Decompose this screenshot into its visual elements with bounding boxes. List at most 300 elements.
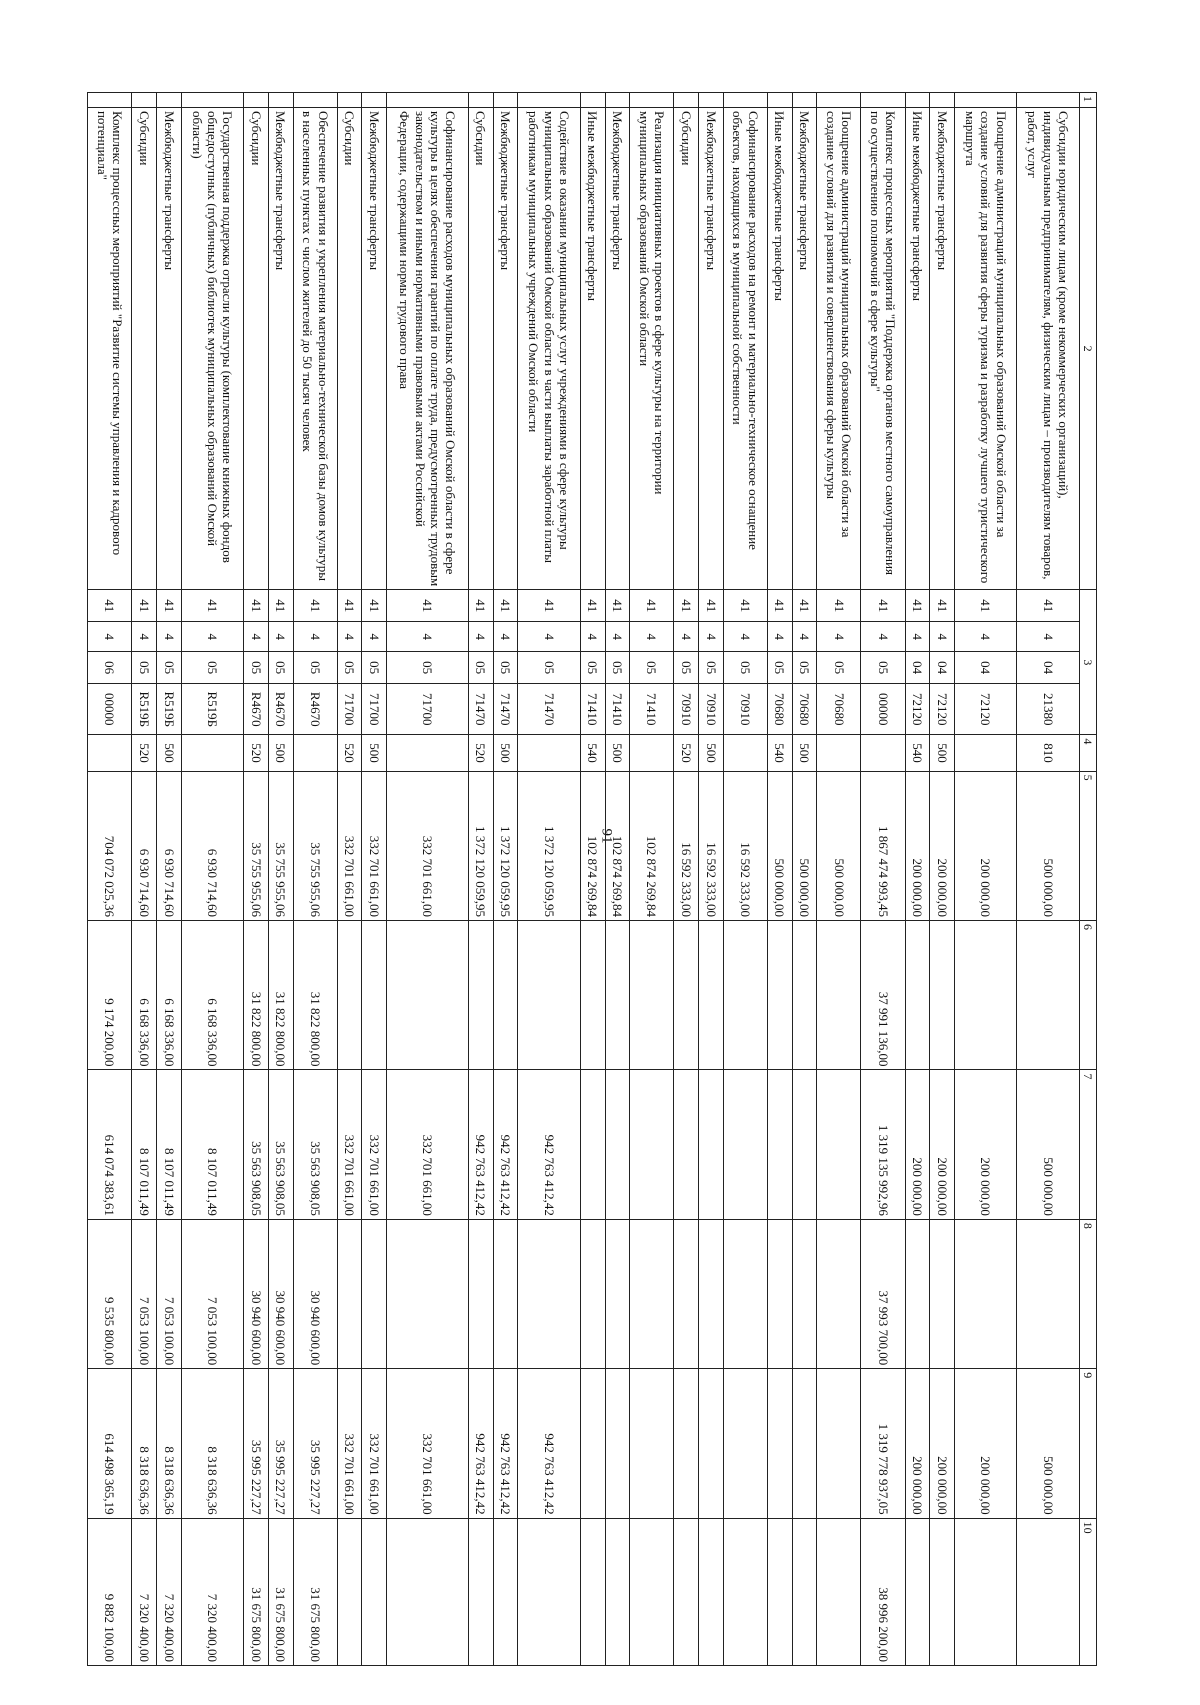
c1-blank (674, 93, 699, 108)
item-name: Поощрение администраций муниципальных образований Омской области за создание условий для развития сферы туризма и разработку лучшего туристического маршрута (955, 107, 1017, 589)
code-part-4: R519Б (157, 684, 182, 735)
value-col-10 (580, 1518, 605, 1665)
code-part-2: 4 (767, 622, 792, 652)
code-part-2: 4 (132, 622, 157, 652)
item-name: Межбюджетные трансферты (605, 107, 630, 589)
value-col-6 (955, 921, 1017, 1070)
value-col-7 (580, 1070, 605, 1219)
code-part-4: 70680 (767, 684, 792, 735)
value-col-10 (699, 1518, 724, 1665)
item-name: Иные межбюджетные трансферты (767, 107, 792, 589)
value-col-9: 942 763 412,42 (493, 1369, 518, 1518)
code-part-3: 05 (362, 652, 387, 684)
value-col-10 (955, 1518, 1017, 1665)
table-row (518, 93, 580, 1666)
code-part-4: 71470 (468, 684, 493, 735)
item-name: Субсидии (674, 107, 699, 589)
table-row (699, 93, 724, 1666)
expense-type (861, 735, 905, 771)
value-col-5: 102 874 269,84 (630, 771, 674, 920)
code-part-1: 41 (861, 590, 905, 622)
value-col-9: 8 318 636,36 (157, 1369, 182, 1518)
value-col-5: 16 592 333,00 (699, 771, 724, 920)
code-part-3: 04 (1017, 652, 1079, 684)
code-part-3: 04 (955, 652, 1017, 684)
value-col-10: 38 996 200,00 (861, 1518, 905, 1665)
value-col-9: 200 000,00 (930, 1369, 955, 1518)
value-col-8: 7 053 100,00 (157, 1219, 182, 1368)
value-col-10 (605, 1518, 630, 1665)
code-part-4: 72120 (955, 684, 1017, 735)
value-col-6: 37 991 136,00 (861, 921, 905, 1070)
code-part-2: 4 (362, 622, 387, 652)
expense-type: 540 (905, 735, 930, 771)
value-col-9 (792, 1369, 817, 1518)
value-col-9 (605, 1369, 630, 1518)
expense-type: 520 (337, 735, 362, 771)
table-row (293, 93, 337, 1666)
table-row (157, 93, 182, 1666)
code-part-2: 4 (674, 622, 699, 652)
value-col-8: 9 535 800,00 (88, 1219, 132, 1368)
value-col-5: 6 930 714,60 (157, 771, 182, 920)
table-row (387, 93, 469, 1666)
value-col-6 (362, 921, 387, 1070)
value-col-7: 500 000,00 (1017, 1070, 1079, 1219)
value-col-7: 35 563 908,05 (268, 1070, 293, 1219)
code-part-2: 4 (792, 622, 817, 652)
item-name: Межбюджетные трансферты (699, 107, 724, 589)
code-part-2: 4 (930, 622, 955, 652)
value-col-7 (767, 1070, 792, 1219)
value-col-8 (1017, 1219, 1079, 1368)
expense-type (181, 735, 243, 771)
c1-blank (387, 93, 469, 108)
expense-type: 540 (580, 735, 605, 771)
expense-type (630, 735, 674, 771)
budget-table (87, 92, 1097, 1666)
code-part-2: 4 (699, 622, 724, 652)
table-row (955, 93, 1017, 1666)
header-cell-7: 7 (1079, 1070, 1096, 1219)
value-col-8 (580, 1219, 605, 1368)
value-col-8 (674, 1219, 699, 1368)
code-part-1: 41 (337, 590, 362, 622)
code-part-2: 4 (493, 622, 518, 652)
value-col-10: 9 882 100,00 (88, 1518, 132, 1665)
value-col-6: 6 168 336,00 (157, 921, 182, 1070)
code-part-3: 04 (905, 652, 930, 684)
expense-type (88, 735, 132, 771)
code-part-4: 70680 (792, 684, 817, 735)
value-col-8 (493, 1219, 518, 1368)
code-part-3: 05 (580, 652, 605, 684)
value-col-9: 1 319 778 937,05 (861, 1369, 905, 1518)
value-col-6 (630, 921, 674, 1070)
table-row (630, 93, 674, 1666)
value-col-9: 200 000,00 (955, 1369, 1017, 1518)
expense-type: 520 (244, 735, 269, 771)
header-row (1079, 93, 1096, 1666)
item-name: Реализация инициативных проектов в сфере культуры на территории муниципальных образований Омской области (630, 107, 674, 589)
table-row (792, 93, 817, 1666)
value-col-9: 942 763 412,42 (468, 1369, 493, 1518)
value-col-9: 8 318 636,36 (132, 1369, 157, 1518)
value-col-10 (630, 1518, 674, 1665)
value-col-7: 942 763 412,42 (493, 1070, 518, 1219)
code-part-3: 05 (157, 652, 182, 684)
c1-blank (767, 93, 792, 108)
value-col-7: 332 701 661,00 (337, 1070, 362, 1219)
code-part-2: 4 (817, 622, 861, 652)
code-part-2: 4 (723, 622, 767, 652)
table-row (468, 93, 493, 1666)
expense-type: 500 (699, 735, 724, 771)
value-col-10: 7 320 400,00 (132, 1518, 157, 1665)
value-col-6: 6 168 336,00 (132, 921, 157, 1070)
value-col-7: 8 107 011,49 (132, 1070, 157, 1219)
value-col-7: 614 074 383,61 (88, 1070, 132, 1219)
table-row (861, 93, 905, 1666)
value-col-10 (387, 1518, 469, 1665)
value-col-10 (674, 1518, 699, 1665)
value-col-7 (605, 1070, 630, 1219)
value-col-9 (580, 1369, 605, 1518)
code-part-4: 71470 (493, 684, 518, 735)
value-col-5: 6 930 714,60 (132, 771, 157, 920)
expense-type: 500 (605, 735, 630, 771)
code-part-4: 70910 (674, 684, 699, 735)
code-part-4: 71410 (630, 684, 674, 735)
value-col-10 (362, 1518, 387, 1665)
code-part-1: 41 (699, 590, 724, 622)
code-part-1: 41 (387, 590, 469, 622)
value-col-6 (387, 921, 469, 1070)
c1-blank (157, 93, 182, 108)
code-part-2: 4 (387, 622, 469, 652)
value-col-7 (792, 1070, 817, 1219)
value-col-5: 16 592 333,00 (723, 771, 767, 920)
table-row (362, 93, 387, 1666)
header-cell-9: 9 (1079, 1369, 1096, 1518)
expense-type: 540 (767, 735, 792, 771)
value-col-5: 35 755 955,06 (244, 771, 269, 920)
value-col-9: 500 000,00 (1017, 1369, 1079, 1518)
value-col-5: 332 701 661,00 (337, 771, 362, 920)
code-part-4: 71410 (580, 684, 605, 735)
code-part-3: 05 (767, 652, 792, 684)
code-part-4: 71470 (518, 684, 580, 735)
rotated-table-frame (87, 92, 1097, 1666)
expense-type: 520 (674, 735, 699, 771)
value-col-7 (723, 1070, 767, 1219)
item-name: Комплекс процессных мероприятий "Поддержка органов местного самоуправления по осуществлению полномочий в сфере культуры" (861, 107, 905, 589)
value-col-6 (518, 921, 580, 1070)
value-col-6: 31 822 800,00 (244, 921, 269, 1070)
code-part-2: 4 (1017, 622, 1079, 652)
value-col-9: 35 995 227,27 (244, 1369, 269, 1518)
header-cell-8: 8 (1079, 1219, 1096, 1368)
item-name: Межбюджетные трансферты (930, 107, 955, 589)
value-col-8 (468, 1219, 493, 1368)
value-col-8 (723, 1219, 767, 1368)
code-part-3: 05 (792, 652, 817, 684)
expense-type: 520 (132, 735, 157, 771)
c1-blank (468, 93, 493, 108)
value-col-10 (518, 1518, 580, 1665)
value-col-6 (817, 921, 861, 1070)
item-name: Межбюджетные трансферты (792, 107, 817, 589)
expense-type: 500 (362, 735, 387, 771)
table-row (337, 93, 362, 1666)
value-col-10 (1017, 1518, 1079, 1665)
item-name: Межбюджетные трансферты (493, 107, 518, 589)
code-part-1: 41 (674, 590, 699, 622)
table-row (268, 93, 293, 1666)
value-col-5: 1 867 474 993,45 (861, 771, 905, 920)
value-col-9: 332 701 661,00 (387, 1369, 469, 1518)
item-name: Субсидии юридическим лицам (кроме некоммерческих организаций), индивидуальным предпринимателям, физическим лицам – производителям товаров, работ, услуг (1017, 107, 1079, 589)
value-col-8 (930, 1219, 955, 1368)
value-col-10: 7 320 400,00 (181, 1518, 243, 1665)
item-name: Софинансирование расходов муниципальных образований Омской области в сфере культуры в целях обеспечения гарантий по оплате труда, предусмотренных трудовым законодательством и иными нормативными правовыми актами Российской Федерации, содержащими нормы трудового права (387, 107, 469, 589)
item-name: Поощрение администраций муниципальных образований Омской области за создание условий для развития и совершенствования сферы культуры (817, 107, 861, 589)
value-col-6 (337, 921, 362, 1070)
value-col-6 (699, 921, 724, 1070)
code-part-4: 71410 (605, 684, 630, 735)
code-part-2: 4 (518, 622, 580, 652)
value-col-9 (630, 1369, 674, 1518)
value-col-9: 35 995 227,27 (268, 1369, 293, 1518)
code-part-2: 4 (905, 622, 930, 652)
value-col-5: 200 000,00 (905, 771, 930, 920)
header-cell-1: 1 (1079, 93, 1096, 108)
value-col-7: 332 701 661,00 (387, 1070, 469, 1219)
value-col-7 (817, 1070, 861, 1219)
value-col-7 (699, 1070, 724, 1219)
code-part-4: 70680 (817, 684, 861, 735)
c1-blank (244, 93, 269, 108)
value-col-10 (905, 1518, 930, 1665)
value-col-6 (493, 921, 518, 1070)
value-col-5: 102 874 269,84 (605, 771, 630, 920)
item-name: Субсидии (132, 107, 157, 589)
code-part-3: 05 (181, 652, 243, 684)
value-col-8 (630, 1219, 674, 1368)
expense-type: 500 (268, 735, 293, 771)
code-part-2: 4 (244, 622, 269, 652)
value-col-10: 31 675 800,00 (244, 1518, 269, 1665)
value-col-8: 37 993 700,00 (861, 1219, 905, 1368)
value-col-5: 16 592 333,00 (674, 771, 699, 920)
code-part-2: 4 (181, 622, 243, 652)
value-col-10 (792, 1518, 817, 1665)
code-part-2: 4 (88, 622, 132, 652)
value-col-8: 30 940 600,00 (268, 1219, 293, 1368)
item-name: Государственная поддержка отрасли культуры (комплектование книжных фондов общедоступных (публичных) библиотек муниципальных образований Омской области) (181, 107, 243, 589)
table-body (88, 93, 1080, 1666)
code-part-3: 05 (817, 652, 861, 684)
c1-blank (792, 93, 817, 108)
value-col-7: 35 563 908,05 (244, 1070, 269, 1219)
header-cell-3: 3 (1079, 590, 1096, 735)
code-part-4: 71700 (387, 684, 469, 735)
table-row (674, 93, 699, 1666)
value-col-9 (723, 1369, 767, 1518)
value-col-9: 8 318 636,36 (181, 1369, 243, 1518)
value-col-6: 31 822 800,00 (293, 921, 337, 1070)
c1-blank (518, 93, 580, 108)
code-part-3: 05 (861, 652, 905, 684)
code-part-1: 41 (605, 590, 630, 622)
item-name: Субсидии (468, 107, 493, 589)
value-col-8: 30 940 600,00 (244, 1219, 269, 1368)
expense-type: 500 (930, 735, 955, 771)
code-part-4: 00000 (88, 684, 132, 735)
header-cell-4: 4 (1079, 735, 1096, 771)
value-col-7 (674, 1070, 699, 1219)
code-part-1: 41 (723, 590, 767, 622)
c1-blank (337, 93, 362, 108)
table-row (88, 93, 132, 1666)
value-col-8 (362, 1219, 387, 1368)
item-name: Межбюджетные трансферты (157, 107, 182, 589)
table-row (723, 93, 767, 1666)
page-number: 91 (598, 828, 615, 844)
value-col-5: 1 372 120 059,95 (468, 771, 493, 920)
code-part-3: 05 (293, 652, 337, 684)
code-part-4: 72120 (905, 684, 930, 735)
code-part-3: 05 (518, 652, 580, 684)
value-col-10: 31 675 800,00 (293, 1518, 337, 1665)
value-col-9: 35 995 227,27 (293, 1369, 337, 1518)
expense-type: 810 (1017, 735, 1079, 771)
code-part-1: 41 (293, 590, 337, 622)
value-col-7: 332 701 661,00 (362, 1070, 387, 1219)
expense-type (955, 735, 1017, 771)
code-part-1: 41 (767, 590, 792, 622)
item-name: Софинансирование расходов на ремонт и материально-техническое оснащение объектов, находящихся в муниципальной собственности (723, 107, 767, 589)
value-col-5: 332 701 661,00 (387, 771, 469, 920)
value-col-7: 200 000,00 (930, 1070, 955, 1219)
code-part-4: 71700 (362, 684, 387, 735)
code-part-3: 05 (268, 652, 293, 684)
code-part-1: 41 (468, 590, 493, 622)
value-col-8 (605, 1219, 630, 1368)
value-col-7: 942 763 412,42 (468, 1070, 493, 1219)
value-col-9: 200 000,00 (905, 1369, 930, 1518)
code-part-4: 71700 (337, 684, 362, 735)
value-col-9: 614 498 365,19 (88, 1369, 132, 1518)
value-col-7: 8 107 011,49 (157, 1070, 182, 1219)
code-part-4: 70910 (723, 684, 767, 735)
value-col-6 (674, 921, 699, 1070)
code-part-1: 41 (955, 590, 1017, 622)
code-part-1: 41 (792, 590, 817, 622)
value-col-8: 7 053 100,00 (132, 1219, 157, 1368)
value-col-10 (767, 1518, 792, 1665)
value-col-6 (767, 921, 792, 1070)
code-part-3: 05 (605, 652, 630, 684)
code-part-3: 04 (930, 652, 955, 684)
code-part-1: 41 (244, 590, 269, 622)
code-part-3: 05 (630, 652, 674, 684)
code-part-2: 4 (630, 622, 674, 652)
value-col-7: 942 763 412,42 (518, 1070, 580, 1219)
code-part-1: 41 (132, 590, 157, 622)
table-row (132, 93, 157, 1666)
item-name: Обеспечение развития и укрепления материально-технической базы домов культуры в населенных пунктах с числом жителей до 50 тысяч человек (293, 107, 337, 589)
value-col-8: 7 053 100,00 (181, 1219, 243, 1368)
value-col-5: 500 000,00 (792, 771, 817, 920)
value-col-9 (674, 1369, 699, 1518)
value-col-7 (630, 1070, 674, 1219)
code-part-3: 05 (132, 652, 157, 684)
value-col-5: 332 701 661,00 (362, 771, 387, 920)
header-cell-2: 2 (1079, 107, 1096, 589)
value-col-9 (817, 1369, 861, 1518)
code-part-3: 05 (244, 652, 269, 684)
value-col-10: 7 320 400,00 (157, 1518, 182, 1665)
value-col-10 (337, 1518, 362, 1665)
value-col-9: 332 701 661,00 (362, 1369, 387, 1518)
code-part-1: 41 (268, 590, 293, 622)
header-cell-5: 5 (1079, 771, 1096, 920)
c1-blank (580, 93, 605, 108)
code-part-1: 41 (493, 590, 518, 622)
code-part-1: 41 (817, 590, 861, 622)
value-col-6 (605, 921, 630, 1070)
value-col-7: 1 319 135 992,96 (861, 1070, 905, 1219)
header-cell-10: 10 (1079, 1518, 1096, 1665)
code-part-3: 05 (493, 652, 518, 684)
value-col-8 (699, 1219, 724, 1368)
code-part-4: R4670 (268, 684, 293, 735)
table-row (905, 93, 930, 1666)
value-col-5: 500 000,00 (1017, 771, 1079, 920)
c1-blank (493, 93, 518, 108)
value-col-8 (337, 1219, 362, 1368)
code-part-3: 05 (337, 652, 362, 684)
value-col-6: 6 168 336,00 (181, 921, 243, 1070)
c1-blank (605, 93, 630, 108)
value-col-5: 200 000,00 (930, 771, 955, 920)
code-part-4: 72120 (930, 684, 955, 735)
expense-type (518, 735, 580, 771)
value-col-5: 1 372 120 059,95 (493, 771, 518, 920)
code-part-4: 00000 (861, 684, 905, 735)
c1-blank (1017, 93, 1079, 108)
value-col-7: 200 000,00 (955, 1070, 1017, 1219)
c1-blank (362, 93, 387, 108)
code-part-1: 41 (905, 590, 930, 622)
table-row (181, 93, 243, 1666)
c1-blank (268, 93, 293, 108)
code-part-1: 41 (630, 590, 674, 622)
expense-type: 520 (468, 735, 493, 771)
expense-type (293, 735, 337, 771)
item-name: Субсидии (337, 107, 362, 589)
item-name: Межбюджетные трансферты (268, 107, 293, 589)
value-col-10 (930, 1518, 955, 1665)
value-col-9: 332 701 661,00 (337, 1369, 362, 1518)
value-col-6 (1017, 921, 1079, 1070)
code-part-4: R519Б (132, 684, 157, 735)
code-part-3: 05 (699, 652, 724, 684)
code-part-2: 4 (268, 622, 293, 652)
table-row (1017, 93, 1079, 1666)
code-part-4: 70910 (699, 684, 724, 735)
